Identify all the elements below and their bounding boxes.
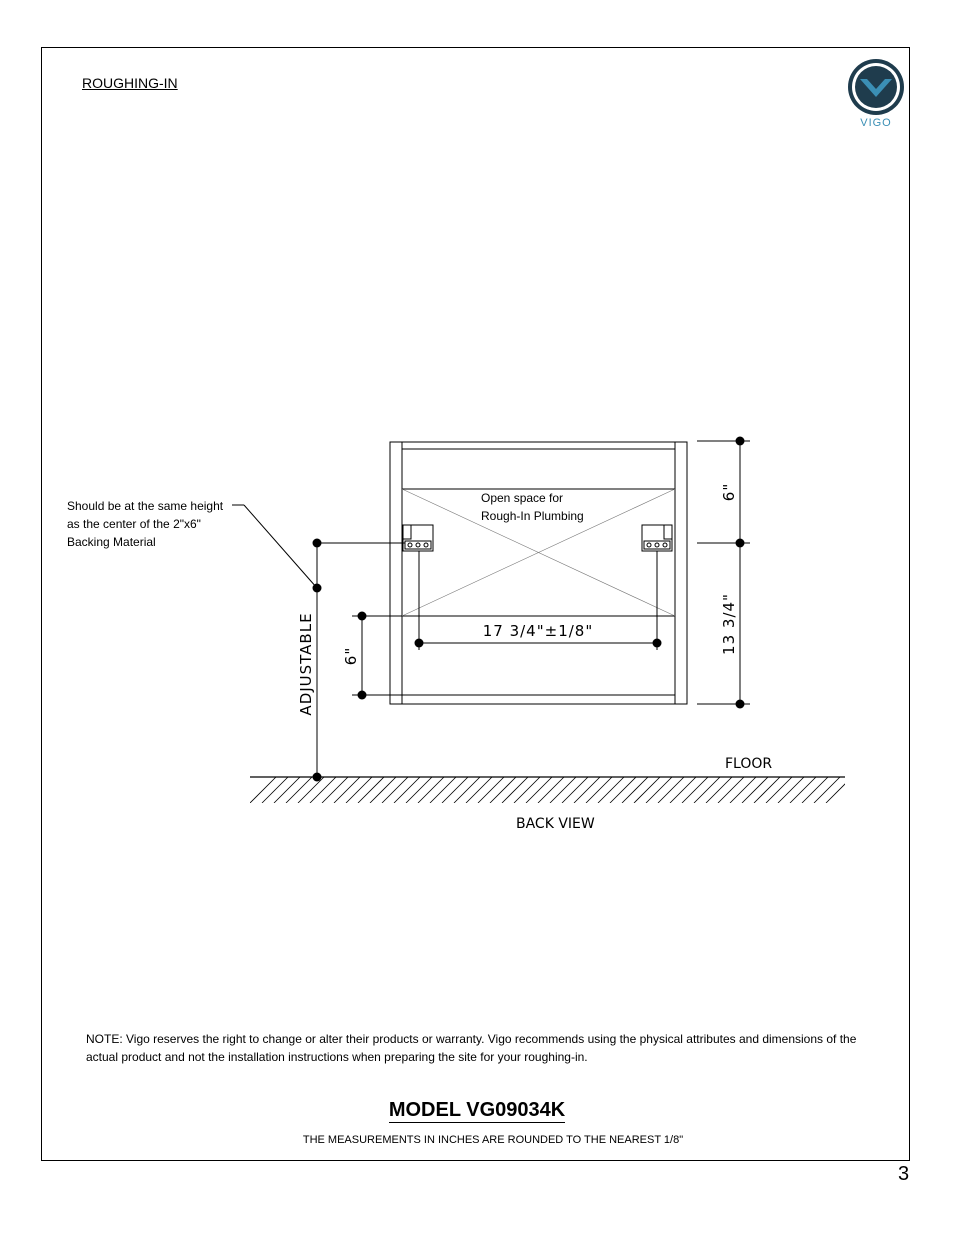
right-bracket-icon	[642, 525, 672, 551]
open-space-line-2: Rough-In Plumbing	[481, 509, 584, 523]
dim-point	[653, 639, 662, 648]
dim-point	[736, 539, 745, 548]
measurement-note: THE MEASUREMENTS IN INCHES ARE ROUNDED TO THE NEAREST 1/8"	[302, 1134, 684, 1146]
model-number: MODEL VG09034K	[388, 1099, 566, 1121]
page-number: 3	[898, 1163, 910, 1185]
top-dimension-label: 6"	[720, 482, 738, 502]
dim-point	[358, 691, 367, 700]
section-title: ROUGHING-IN	[82, 75, 178, 91]
dim-point	[313, 539, 322, 548]
logo-text: VIGO	[860, 117, 892, 129]
callout-line-3: Backing Material	[67, 535, 156, 549]
dim-point	[415, 639, 424, 648]
dim-point	[736, 700, 745, 709]
disclaimer-note: NOTE: Vigo reserves the right to change or alter their products or warranty. Vigo recommends using the physical attributes and dimensions of the actual product and not the installation instructions when preparing the site for your roughing-in.	[86, 1032, 857, 1064]
lower-dimension-label: 13 3/4"	[720, 593, 738, 655]
dim-point	[313, 584, 322, 593]
cabinet-back	[390, 442, 687, 704]
floor-hatch	[250, 777, 852, 803]
width-dimension-label: 17 3/4"±1/8"	[482, 622, 594, 640]
callout-line-1: Should be at the same height	[67, 499, 224, 513]
view-label: BACK VIEW	[516, 816, 595, 832]
model-heading	[0, 1099, 954, 1122]
right-dimension	[697, 441, 750, 704]
left-bracket-icon	[403, 525, 433, 551]
dim-point	[736, 437, 745, 446]
open-space-line-1: Open space for	[481, 491, 564, 505]
adjustable-label: ADJUSTABLE	[297, 612, 315, 716]
dim-point	[358, 612, 367, 621]
callout-line-2: as the center of the 2"x6"	[67, 517, 201, 531]
left-dimension-label: 6"	[342, 646, 360, 666]
floor-label: FLOOR	[725, 756, 773, 772]
